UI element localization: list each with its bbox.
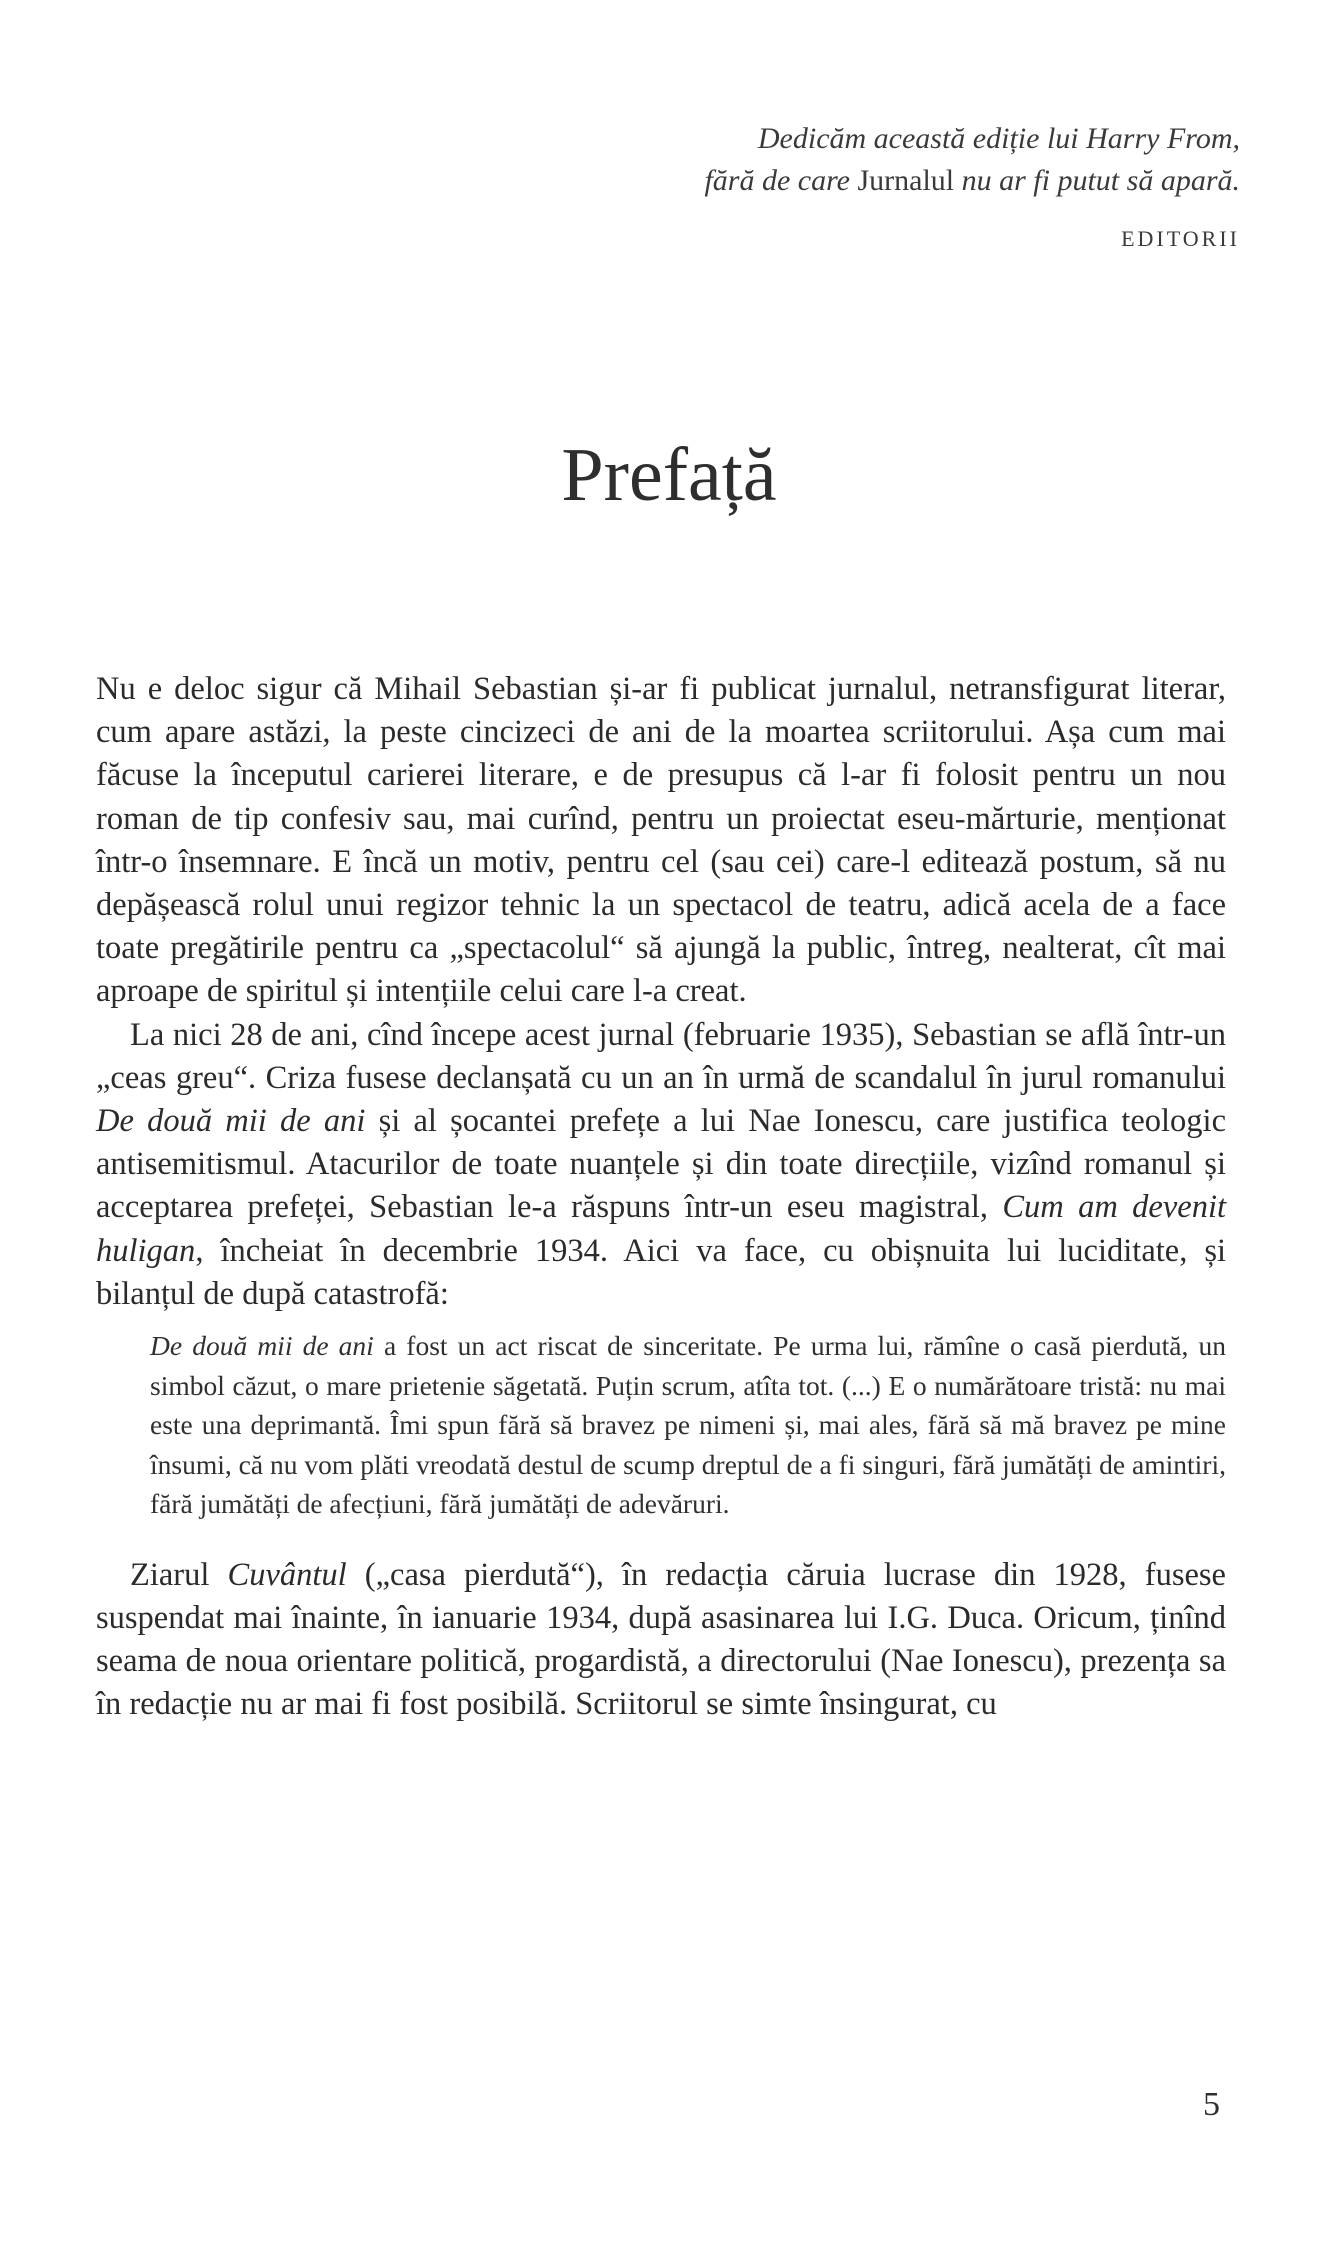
paragraph-2-part-1: La nici 28 de ani, cînd începe acest jurnal (februarie 1935), Sebastian se află într-un „ceas greu“. Criza fusese declanșată cu un an în urmă de scandalul în jurul romanului bbox=[96, 1016, 1226, 1096]
novel-title: De două mii de ani bbox=[96, 1103, 366, 1140]
paragraph-2 bbox=[96, 1014, 1226, 1316]
preface-body bbox=[96, 668, 1226, 1726]
paragraph-1: Nu e deloc sigur că Mihail Sebastian și-ar fi publicat jurnalul, netransfigurat literar, cum apare astăzi, la peste cincizeci de ani de la moartea scriitorului. Așa cum mai făcuse la începutul carierei literare, e de presupus că l-ar fi folosit pentru un nou roman de tip confesiv sau, mai curînd, pentru un proiectat eseu-mărturie, menționat într-o însemnare. E încă un motiv, pentru cel (sau cei) care-l editează postum, să nu depășească rolul unui regizor tehnic la un spectacol de teatru, adică acela de a face toate pregătirile pentru ca „spectacolul“ să ajungă la public, întreg, nealterat, cît mai aproape de spiritul și intențiile celui care l-a creat. bbox=[96, 671, 1226, 1010]
essay-title: Cum am devenit huligan bbox=[96, 1189, 1226, 1269]
dedication-line-2 bbox=[560, 160, 1240, 202]
dedication-line-1: Dedicăm această ediție lui Harry From, bbox=[757, 122, 1240, 155]
paragraph-3-part-1: Ziarul bbox=[130, 1556, 228, 1593]
newspaper-title: Cuvântul bbox=[227, 1556, 347, 1593]
paragraph-2-part-3: , încheiat în decembrie 1934. Aici va face, cu obișnuita lui luciditate, și bilanțul de după catastrofă: bbox=[96, 1232, 1226, 1312]
dedication-line-2-start: fără de care bbox=[704, 164, 858, 197]
dedication-line-2-end: nu ar fi putut să apară. bbox=[954, 164, 1240, 197]
quote-novel-title: De două mii de ani bbox=[150, 1330, 374, 1362]
dedication bbox=[560, 118, 1240, 202]
dedication-signature: EDITORII bbox=[1121, 226, 1240, 251]
dedication-journal-title: Jurnalul bbox=[857, 164, 955, 197]
paragraph-2-part-2: și al șocantei prefețe a lui Nae Ionescu, care justifica teologic antisemitismul. Atacurilor de toate nuanțele și din toate direcțiile, vizînd romanul și acceptarea prefeței, Sebastian le-a răspuns într-un eseu magistral, bbox=[96, 1103, 1226, 1226]
page-number: 5 bbox=[1203, 2086, 1220, 2123]
paragraph-3 bbox=[96, 1554, 1226, 1727]
page-title: Prefață bbox=[561, 433, 777, 517]
paragraph-3-part-2: („casa pierdută“), în redacția căruia lucrase din 1928, fusese suspendat mai înainte, în ianuarie 1934, după asasinarea lui I.G. Duca. Oricum, ținînd seama de noua orientare politică, progardistă, a directorului (Nae Ionescu), prezența sa în redacție nu ar mai fi fost posibilă. Scriitorul se simte însingurat, cu bbox=[96, 1556, 1226, 1723]
block-quote bbox=[150, 1326, 1226, 1524]
quote-text: a fost un act riscat de sinceritate. Pe urma lui, rămîne o casă pierdută, un simbol căzut, o mare prietenie săgetată. Puțin scrum, atîta tot. (...) E o numărătoare tristă: nu mai este una deprimantă. Îmi spun fără să bravez pe nimeni și, mai ales, fără să mă bravez pe mine însumi, că nu vom plăti vreodată destul de scump dreptul de a fi singuri, fără jumătăți de amintiri, fără jumătăți de afecțiuni, fără jumătăți de adevăruri. bbox=[150, 1330, 1226, 1520]
